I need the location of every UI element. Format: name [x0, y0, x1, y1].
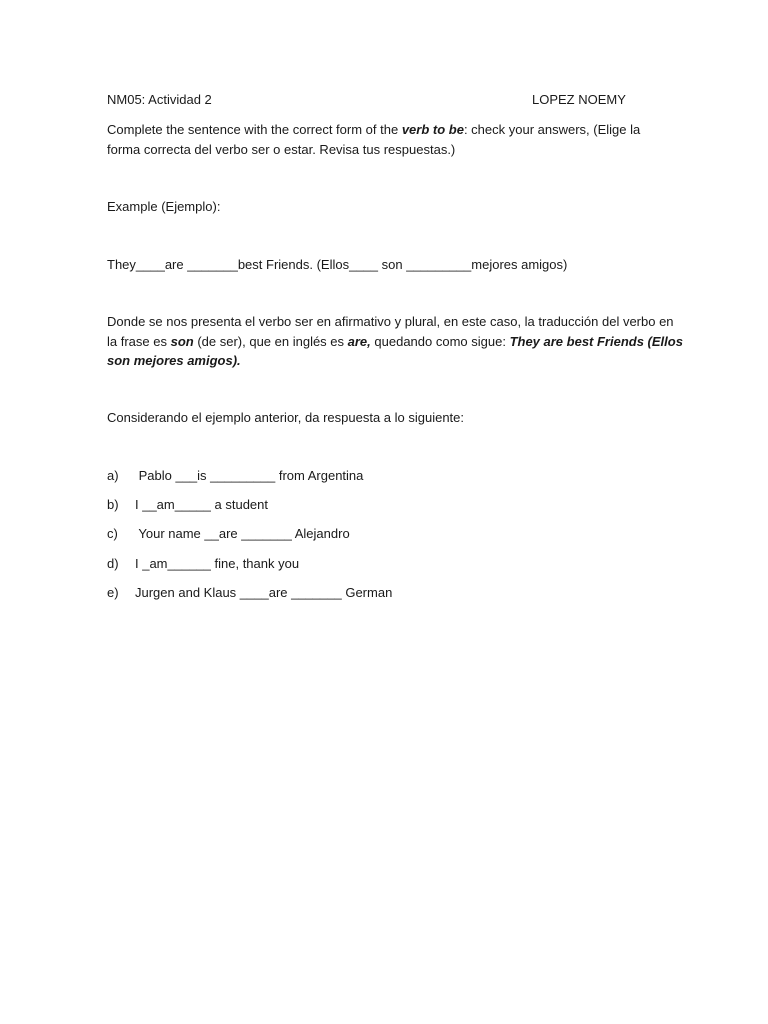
instructions-line-1: [107, 120, 640, 140]
exercise-item-b: [107, 495, 268, 515]
exercise-item-c: [107, 524, 350, 544]
explanation-text: (de ser), que en inglés es: [193, 334, 348, 349]
example-label: Example (Ejemplo):: [107, 199, 221, 214]
instructions-verb-emphasis: verb to be: [401, 122, 464, 137]
explanation-text: la frase es: [107, 334, 171, 349]
consider-prompt: Considerando el ejemplo anterior, da respuesta a lo siguiente:: [107, 410, 465, 425]
explanation-line-3: son mejores amigos).: [107, 353, 241, 368]
item-marker: a): [107, 468, 119, 483]
example-sentence: They____are _______best Friends. (Ellos____ son _________mejores amigos): [107, 257, 568, 272]
exercise-item-e: [107, 583, 392, 603]
explanation-son: son: [170, 334, 194, 349]
item-text: I __am_____ a student: [135, 497, 268, 512]
activity-title: NM05: Actividad 2: [107, 92, 212, 107]
instructions-text-cont: : check your answers, (Elige la: [463, 122, 641, 137]
instructions-text: Complete the sentence with the correct form of the: [107, 122, 402, 137]
item-marker: d): [107, 556, 119, 571]
explanation-text: quedando como sigue:: [370, 334, 510, 349]
item-marker: e): [107, 585, 119, 600]
exercise-item-d: [107, 554, 299, 574]
explanation-are: are,: [347, 334, 371, 349]
student-name: LOPEZ NOEMY: [532, 92, 626, 107]
item-text: I _am______ fine, thank you: [135, 556, 300, 571]
item-marker: c): [107, 526, 118, 541]
item-marker: b): [107, 497, 119, 512]
item-text: Jurgen and Klaus ____are _______ German: [135, 585, 393, 600]
instructions-line-2: forma correcta del verbo ser o estar. Revisa tus respuestas.): [107, 142, 456, 157]
explanation-line-2: [107, 332, 683, 352]
item-text: Your name __are _______ Alejandro: [135, 526, 350, 541]
item-text: Pablo ___is _________ from Argentina: [135, 468, 364, 483]
exercise-item-a: [107, 466, 363, 486]
explanation-final-sentence: They are best Friends (Ellos: [509, 334, 683, 349]
explanation-line-1: Donde se nos presenta el verbo ser en afirmativo y plural, en este caso, la traducción del verbo en: [107, 314, 674, 329]
